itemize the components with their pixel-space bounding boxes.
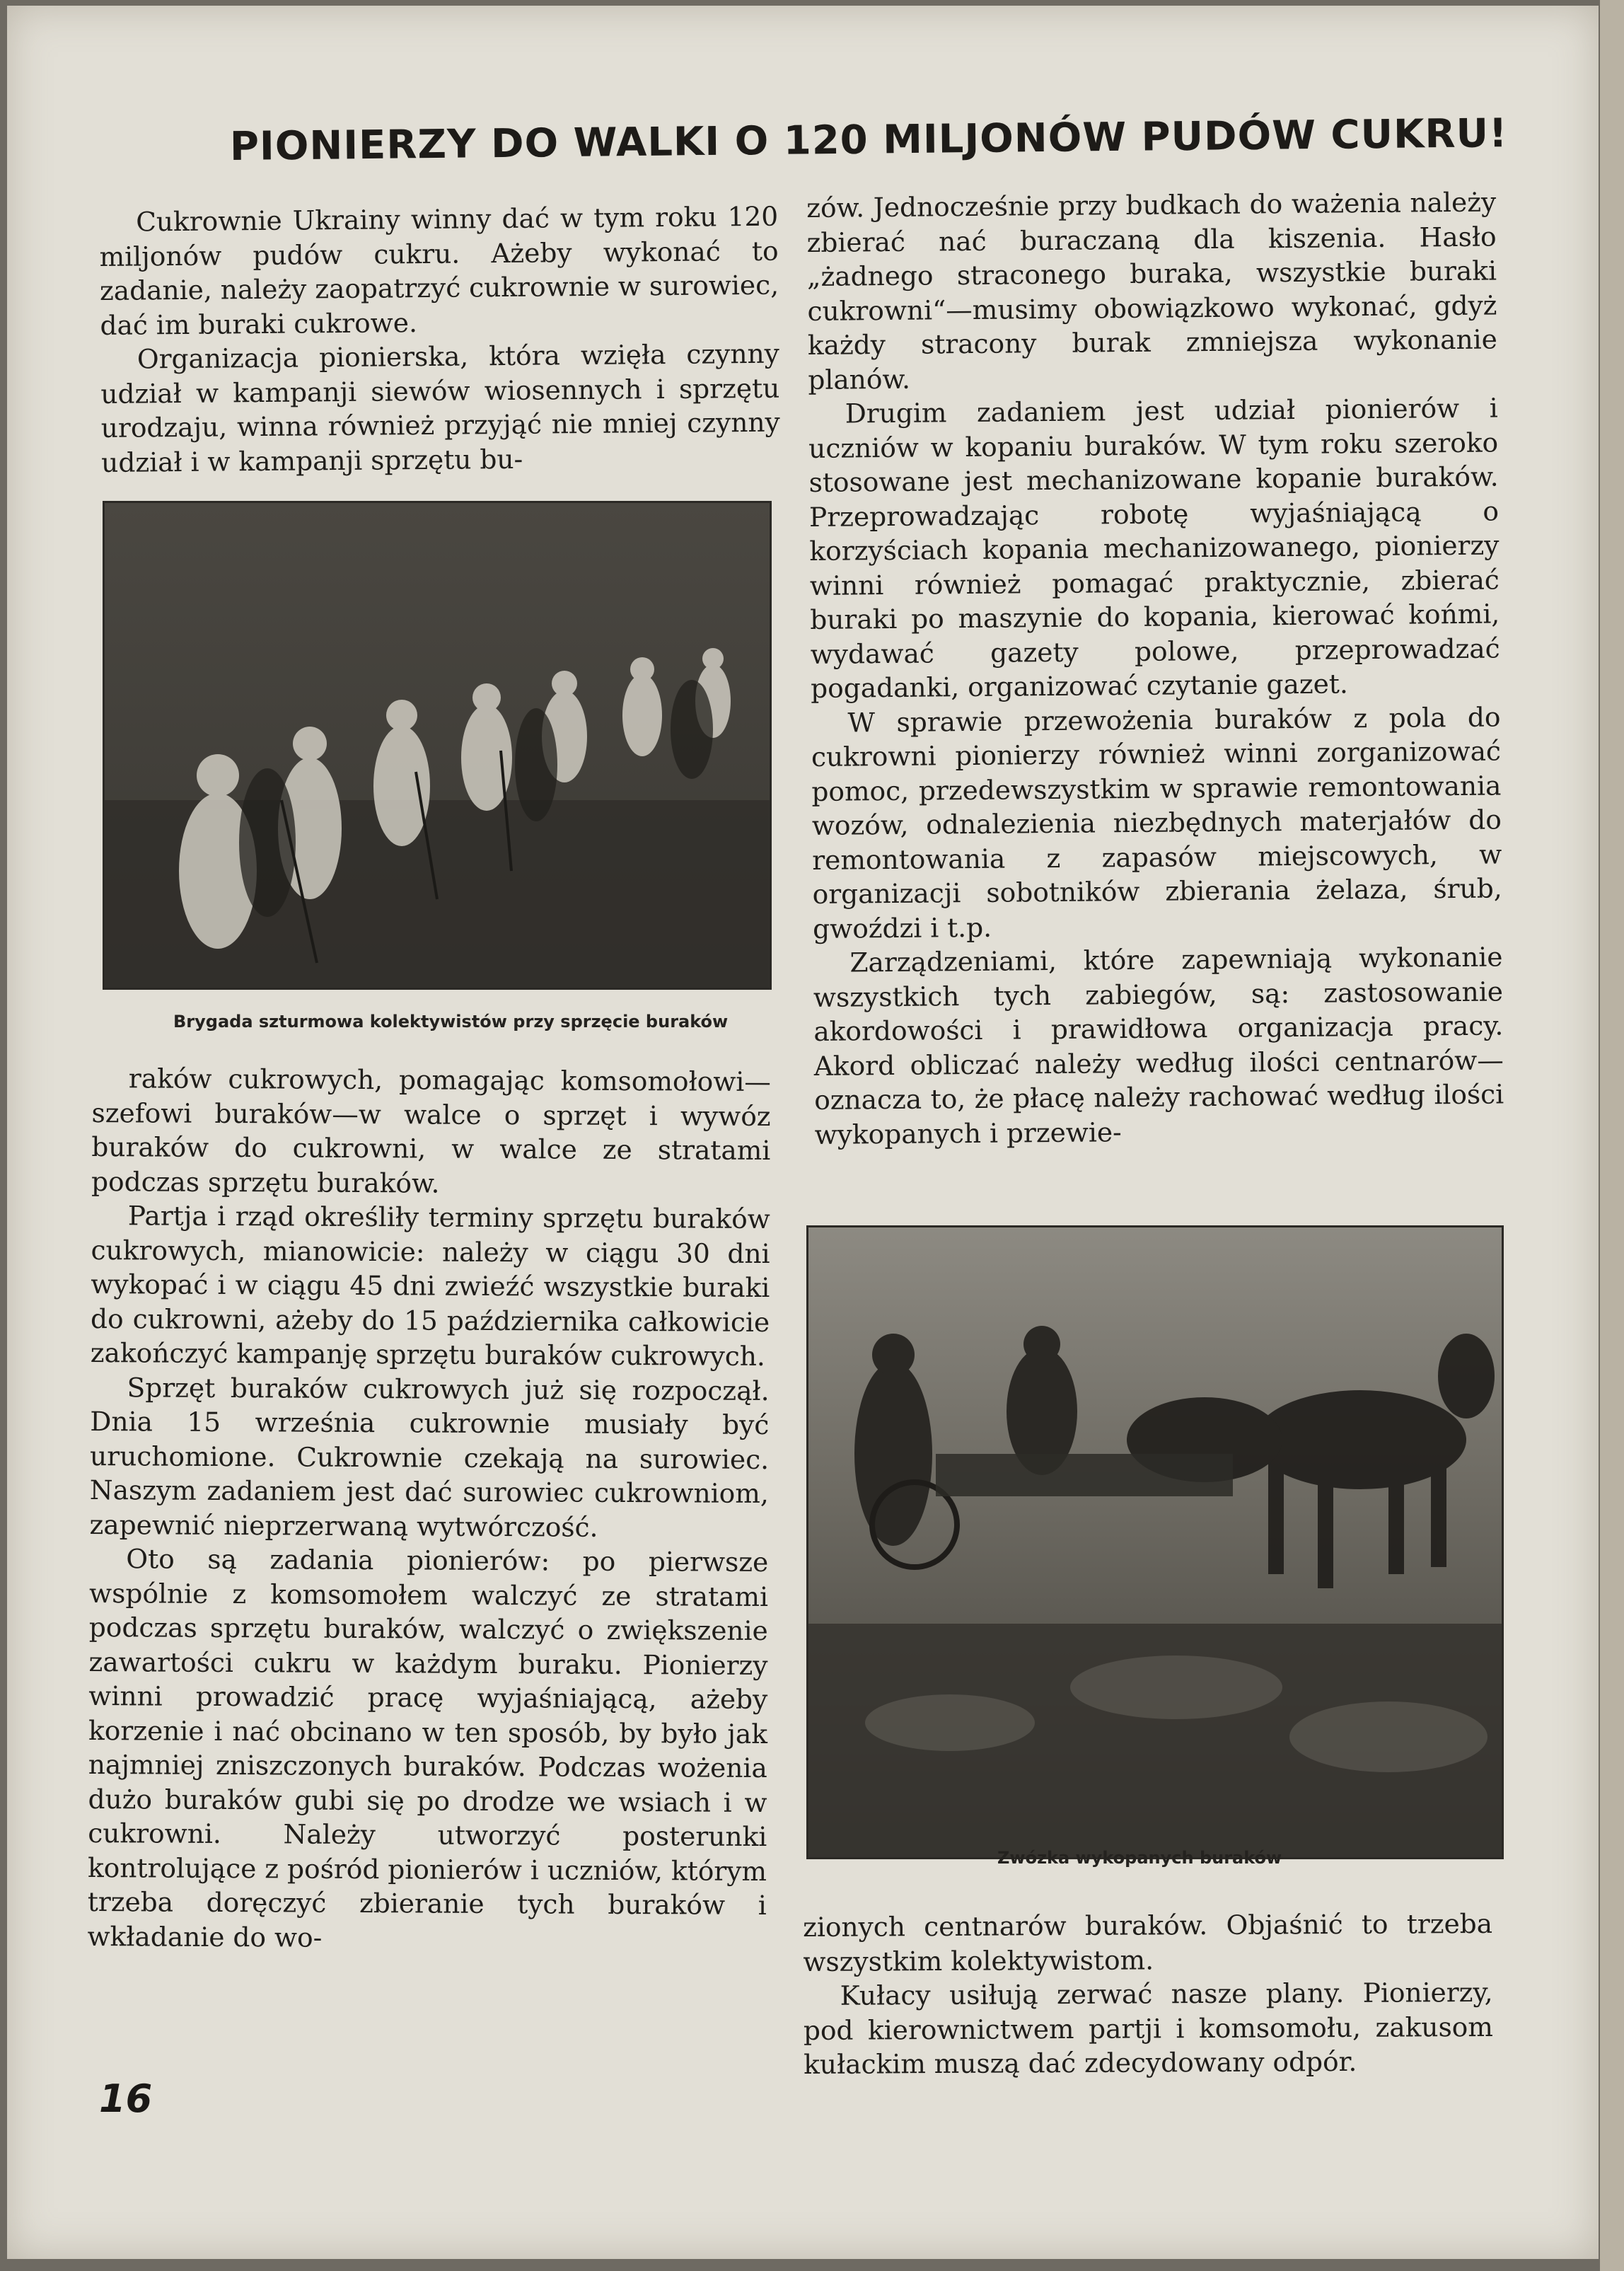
paragraph: Partja i rząd określiły terminy sprzętu buraków cukrowych, mianowicie: należy w ciągu 30 dni wykopać i w ciągu 45 dni zwieźć wszystkie buraki do cukrowni, ażeby do 15 października całkowicie zakończyć kampanję sprzętu buraków cukrowych.	[90, 1200, 770, 1372]
photo-brigade-harvest	[103, 501, 772, 990]
photo-illustration	[808, 1227, 1502, 1857]
paragraph: raków cukrowych, pomagając komsomołowi—szefowi buraków—w walce o sprzęt i wywóz buraków do cukrowni, w walce ze stratami podczas sprzętu buraków.	[91, 1063, 771, 1199]
paragraph: Kułacy usiłują zerwać nasze plany. Pionierzy, pod kierownictwem partji i komsomołu, zakusom kułackim muszą dać zdecydowany odpór.	[803, 1976, 1493, 2080]
paragraph: Cukrownie Ukrainy winny dać w tym roku 120 miljonów pudów cukru. Ażeby wykonać to zadanie, należy zaopatrzyć cukrownie w surowiec, dać im buraki cukrowe.	[99, 200, 779, 341]
paragraph: Sprzęt buraków cukrowych już się rozpoczął. Dnia 15 września cukrownie musiały być uruchomione. Cukrownie czekają na surowiec. Naszym zadaniem jest dać surowiec cukrowniom, zapewnić nieprzerwaną wytwórczość.	[89, 1371, 770, 1543]
paragraph: Drugim zadaniem jest udział pionierów i uczniów w kopaniu buraków. W tym roku szeroko stosowane jest mechanizowane kopanie buraków. Przeprowadzając robotę wyjaśniającą o korzyściach kopania mechanizowanego, pionierzy winni również pomagać praktycznie, zbierać buraki po maszynie do kopania, kierować końmi, wydawać gazety polowe, przeprowadzać pogadanki, organizować czytanie gazet.	[808, 392, 1500, 704]
paragraph: W sprawie przewożenia buraków z pola do cukrowni pionierzy również winni zorganizować pomoc, przedewszystkim w sprawie remontowania wozów, odnalezienia niezbędnych materjałów do remontowania z zapasów miejscowych, w organizacji sobotników zbierania żelaza, śrub, gwoździ i t.p.	[811, 700, 1502, 944]
page-number: 16	[99, 2076, 153, 2121]
paragraph: zionych centnarów buraków. Objaśnić to trzeba wszystkim kolektywistom.	[803, 1907, 1493, 1977]
adjacent-page-edge	[1600, 0, 1624, 2271]
paragraph: Oto są zadania pionierów: po pierwsze wspólnie z komsomołem walczyć ze stratami podczas sprzętu buraków, walczyć o zwiększenie zawartości cukru w każdym buraku. Pionierzy winni prowadzić pracę wyjaśniającą, ażeby korzenie i nać obcinano w ten sposób, by było jak najmniej zniszczonych buraków. Podczas wożenia dużo buraków gubi się po drodze we wsiach i w cukrowni. Należy utworzyć posterunki kontrolujące z pośród pionierów i uczniów, którym trzeba doręczyć zbieranie tych buraków i wkładanie do wo-	[87, 1543, 769, 1953]
paragraph: Zarządzeniami, które zapewniają wykonanie wszystkich tych zabiegów, są: zastosowanie akordowości i prawidłowa organizacja pracy. Akord obliczać należy według ilości centnarów—oznacza to, że płacę należy rachować według ilości wykopanych i przewie-	[813, 941, 1504, 1150]
photo-illustration	[105, 503, 770, 988]
photo-beet-transport	[806, 1225, 1504, 1859]
paragraph: Organizacja pionierska, która wzięła czynny udział w kampanji siewów wiosennych i sprzętu urodzaju, winna również przyjąć nie mniej czynny udział i w kampanji sprzętu bu-	[100, 337, 780, 478]
paragraph: zów. Jednocześnie przy budkach do ważenia należy zbierać nać buraczaną dla kiszenia. Hasło „żadnego straconego buraka, wszystkie buraki cukrowni“—musimy obowiązkowo wykonać, gdyż każdy stracony burak zmniejsza wykonanie planów.	[806, 186, 1498, 395]
column-right-top	[806, 185, 1504, 1151]
photo-caption: Brygada szturmowa kolektywistów przy sprzęcie buraków	[173, 1012, 729, 1032]
photo-caption: Zwózka wykopanych buraków	[997, 1848, 1282, 1868]
column-left-bottom	[87, 1061, 771, 1957]
column-left-top	[99, 200, 780, 480]
column-right-bottom	[803, 1907, 1493, 2082]
article-title: PIONIERZY DO WALKI O 120 MILJONÓW PUDÓW CUKRU!	[229, 110, 1508, 170]
